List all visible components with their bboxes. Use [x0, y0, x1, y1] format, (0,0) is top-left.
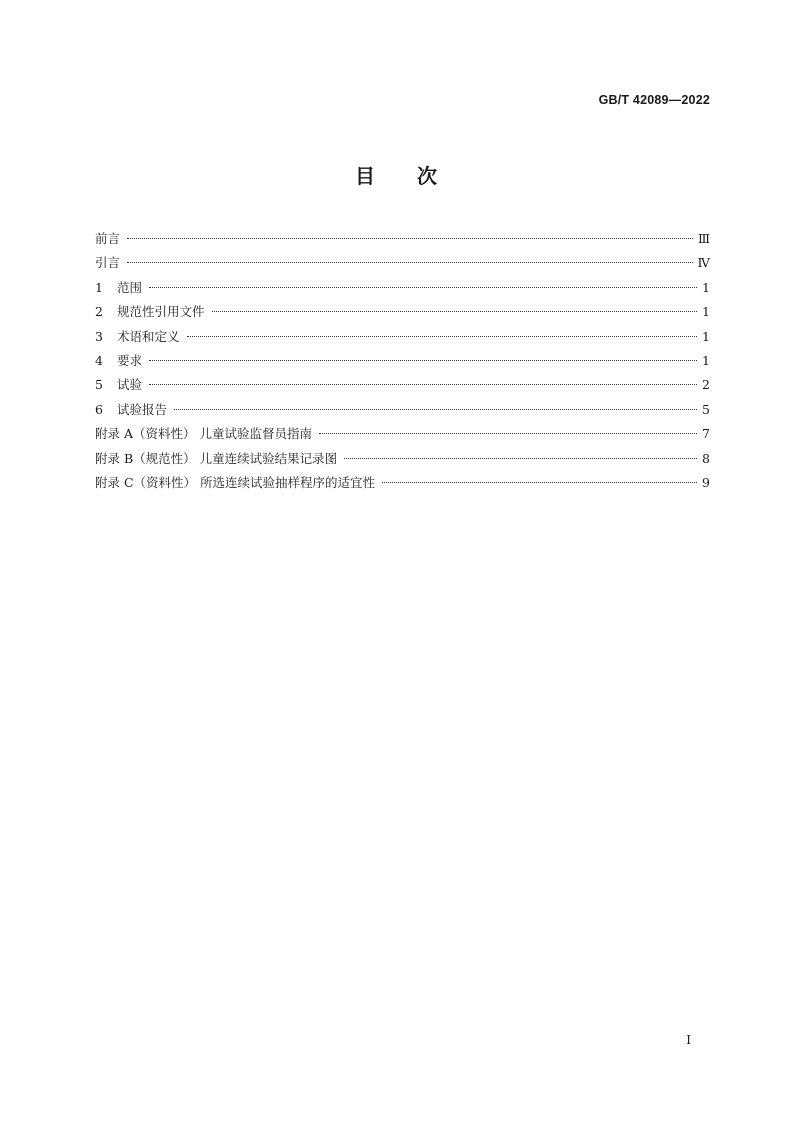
toc-dot-leader	[382, 482, 697, 483]
toc-entry-page: 1	[702, 279, 710, 295]
toc-entry-tests[interactable]	[95, 373, 710, 397]
toc-entry-test-report[interactable]	[95, 398, 710, 422]
toc-entry-annex-b[interactable]	[95, 447, 710, 471]
toc-entry-label: 术语和定义	[117, 328, 180, 344]
toc-title-char-1: 目	[355, 164, 377, 188]
toc-title	[0, 160, 794, 189]
toc-entry-label: 试验报告	[117, 401, 168, 417]
toc-dot-leader	[187, 336, 697, 337]
toc-entry-page: 5	[702, 401, 710, 417]
toc-list	[95, 227, 710, 495]
toc-entry-scope[interactable]	[95, 276, 710, 300]
toc-entry-label: 前言	[95, 231, 121, 246]
toc-entry-label: 附录 A（资料性） 儿童试验监督员指南	[95, 426, 312, 442]
toc-title-char-2: 次	[417, 164, 439, 188]
toc-entry-label: 范围	[117, 279, 143, 295]
toc-entry-page: 2	[702, 377, 710, 393]
toc-dot-leader	[149, 384, 697, 385]
toc-entry-page: 8	[702, 450, 710, 466]
toc-entry-label: 要求	[117, 352, 143, 368]
toc-entry-page: Ⅲ	[697, 231, 710, 246]
toc-dot-leader	[127, 262, 692, 263]
toc-dot-leader	[344, 458, 697, 459]
toc-dot-leader	[319, 433, 697, 434]
toc-dot-leader	[149, 287, 697, 288]
toc-entry-page: 7	[702, 426, 710, 442]
toc-entry-label: 附录 C（资料性） 所选连续试验抽样程序的适宜性	[95, 474, 376, 490]
toc-entry-label: 规范性引用文件	[117, 304, 205, 320]
toc-entry-number: 1	[95, 279, 103, 295]
toc-entry-label: 附录 B（规范性） 儿童连续试验结果记录图	[95, 450, 338, 466]
toc-entry-number: 5	[95, 377, 103, 393]
toc-entry-label: 引言	[95, 255, 121, 271]
standard-code: GB/T 42089—2022	[598, 93, 710, 107]
toc-entry-page: 1	[702, 304, 710, 320]
toc-entry-number: 2	[95, 304, 103, 320]
toc-entry-terms-definitions[interactable]	[95, 325, 710, 349]
toc-entry-page: 1	[702, 352, 710, 368]
toc-entry-page: Ⅳ	[697, 255, 710, 271]
toc-entry-number: 3	[95, 328, 103, 344]
page-number: Ⅰ	[686, 1033, 691, 1047]
toc-dot-leader	[212, 311, 697, 312]
toc-dot-leader	[174, 409, 697, 410]
toc-entry-normative-references[interactable]	[95, 300, 710, 324]
toc-entry-page: 1	[702, 328, 710, 344]
toc-entry-annex-a[interactable]	[95, 422, 710, 446]
toc-entry-foreword[interactable]	[95, 227, 710, 251]
toc-entry-introduction[interactable]	[95, 251, 710, 275]
toc-entry-number: 6	[95, 401, 103, 417]
toc-entry-page: 9	[702, 474, 710, 490]
toc-entry-requirements[interactable]	[95, 349, 710, 373]
toc-entry-number: 4	[95, 352, 103, 368]
toc-entry-annex-c[interactable]	[95, 471, 710, 495]
toc-entry-label: 试验	[117, 377, 143, 393]
toc-dot-leader	[127, 238, 693, 239]
toc-dot-leader	[149, 360, 697, 361]
